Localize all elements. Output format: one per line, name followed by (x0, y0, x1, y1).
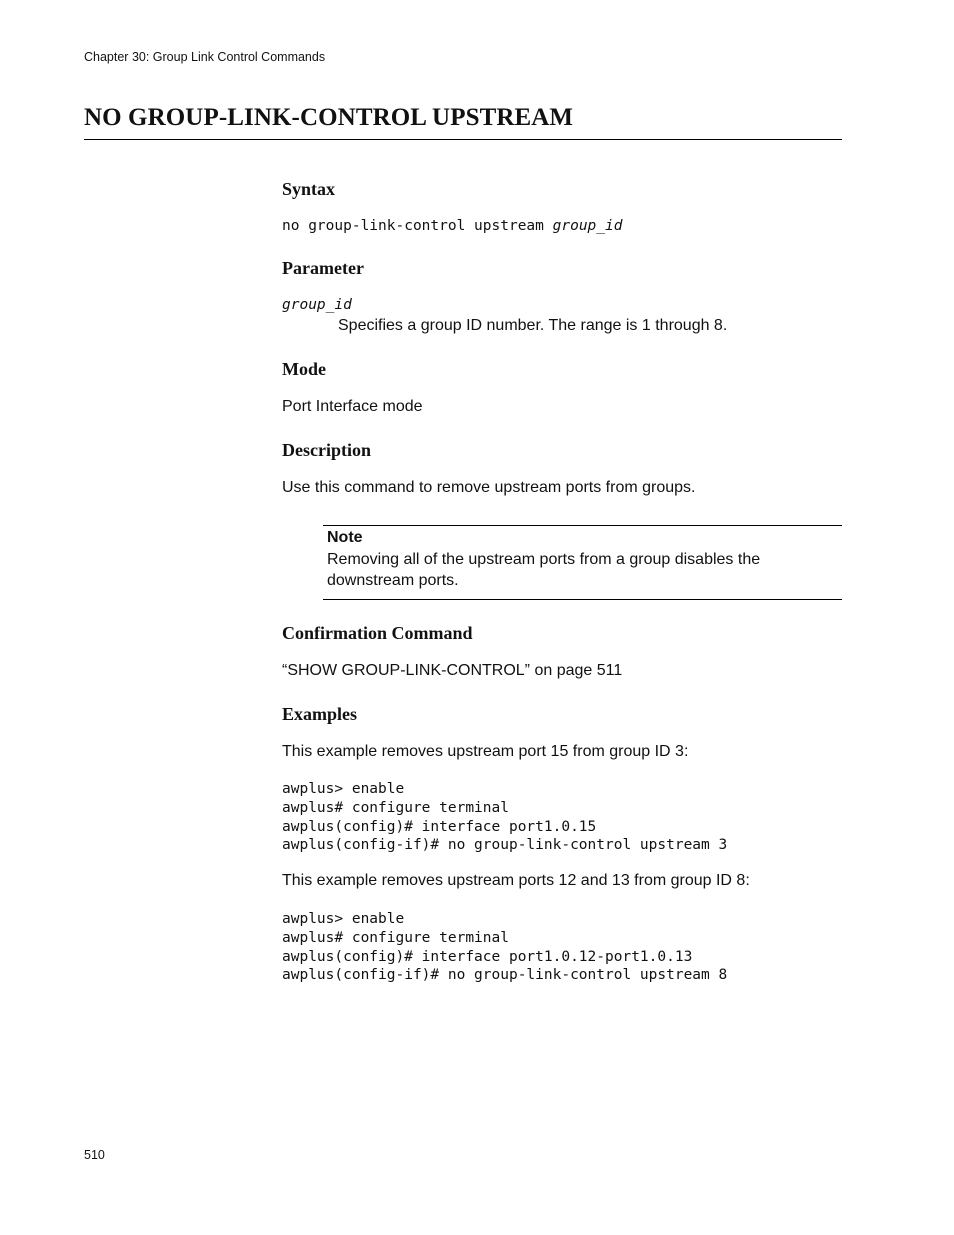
confirmation-link[interactable]: “SHOW GROUP-LINK-CONTROL” on page 511 (282, 662, 623, 679)
code-line: awplus(config)# interface port1.0.12-port1.0.13 (282, 948, 693, 965)
example2-intro: This example removes upstream ports 12 and 13 from group ID 8: (282, 872, 750, 889)
confirmation-heading: Confirmation Command (282, 623, 473, 643)
example1-code (282, 780, 727, 855)
note-label: Note (327, 529, 363, 546)
syntax-argument: group_id (552, 218, 623, 234)
example1-intro: This example removes upstream port 15 from group ID 3: (282, 743, 689, 760)
code-line: awplus(config-if)# no group-link-control upstream 3 (282, 837, 728, 854)
code-line: awplus# configure terminal (282, 799, 509, 816)
description-text: Use this command to remove upstream ports from groups. (282, 479, 696, 496)
note-text: Removing all of the upstream ports from a group disables the downstream ports. (327, 551, 761, 589)
syntax-heading: Syntax (282, 179, 336, 199)
description-heading: Description (282, 440, 371, 460)
code-line: awplus(config)# interface port1.0.15 (282, 818, 597, 835)
note-box (323, 525, 842, 600)
page-title: NO GROUP-LINK-CONTROL UPSTREAM (84, 104, 574, 131)
parameter-term: group_id (282, 297, 352, 313)
examples-heading: Examples (282, 704, 358, 724)
example2-code (282, 910, 727, 985)
running-head: Chapter 30: Group Link Control Commands (84, 50, 326, 64)
syntax-command: no group-link-control upstream (282, 218, 553, 234)
mode-heading: Mode (282, 359, 326, 379)
code-line: awplus# configure terminal (282, 929, 509, 946)
syntax-line (282, 217, 622, 235)
title-rule (84, 139, 842, 140)
code-line: awplus> enable (282, 781, 405, 797)
mode-text: Port Interface mode (282, 398, 423, 415)
parameter-description: Specifies a group ID number. The range is 1 through 8. (338, 317, 728, 334)
page-number: 510 (84, 1148, 105, 1162)
code-line: awplus> enable (282, 911, 405, 927)
code-line: awplus(config-if)# no group-link-control upstream 8 (282, 967, 728, 984)
parameter-heading: Parameter (282, 258, 364, 278)
